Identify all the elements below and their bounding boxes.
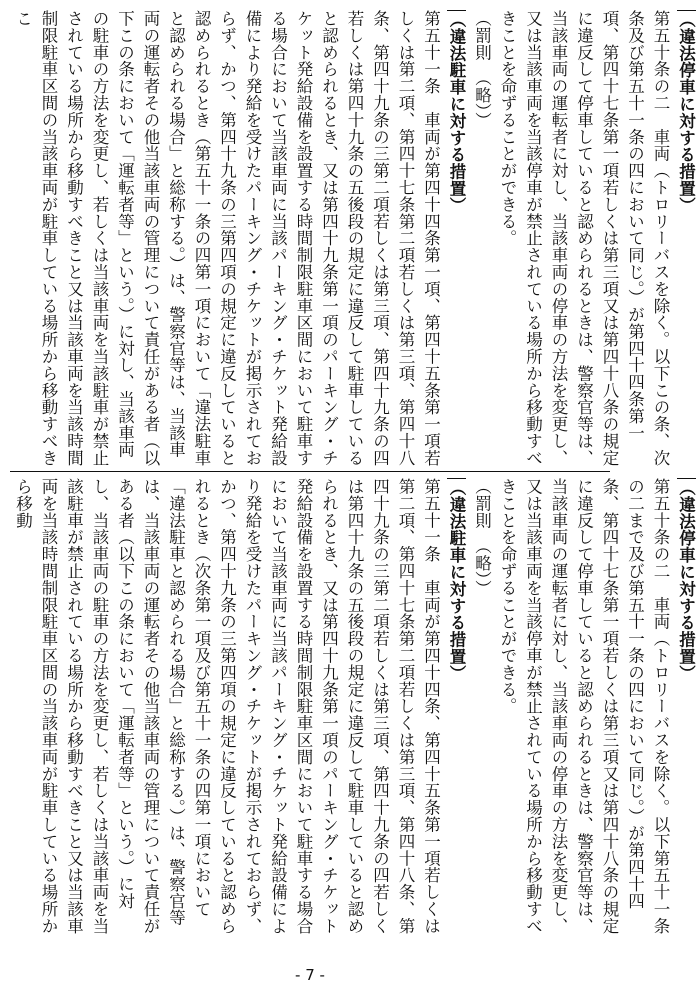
penalty-note: （罰則 （略））: [472, 478, 492, 597]
current-text-block: [10, 478, 696, 940]
section-divider: [10, 471, 610, 472]
article-heading: （違法駐車に対する措置）: [447, 479, 466, 682]
article-body: 第五十一条 車両が第四十四条第一項、第四十五条第一項若しくは第二項、第四十七条第二項若しくは第三項、第四十八条、第四十九条の三第二項若しくは第三項、第四十九条の四若しくは第四十九条の五後段の規定に違反して駐車していると認められるとき、又は第四十九条第一項のパーキング・チケット発給設備を設置する時間制限駐車区間において駐車する場合において当該車両に当該パーキング・チケット発給設備により発給を受けたパーキング・チケットが掲示されておらず、かつ、第四十九条の三第四項の規定に違反していると認められるとき（第五十一条の四第一項において「違法駐車と認められる場合」と総称する。）は、警察官等は、当該車両の運転者その他当該車両の管理について責任がある者（以下この条において「運転者等」という。）に対し、当該車両の駐車の方法を変更し、若しくは当該車両を当該駐車が禁止されている場所から移動すべきこと又は当該車両を当該時間制限駐車区間の当該車両が駐車している場所から移動すべきこ: [13, 10, 441, 467]
page-number: - 7 -: [295, 966, 325, 984]
amended-text-block: [10, 10, 696, 472]
vertical-text-column: [10, 10, 699, 472]
article-body: 第五十条の二 車両（トロリーバスを除く。以下第五十一条の二まで及び第五十一条の四において同じ。）が第四十四条、第四十七条第一項若しくは第三項又は第四十八条の規定に違反して停車していると認められるときは、警察官等は、当該車両の運転者に対し、当該車両の停車の方法を変更し、又は当該車両を当該停車が禁止されている場所から移動すべきことを命ずることができる。: [498, 478, 670, 935]
article-heading: （違法駐車に対する措置）: [447, 11, 466, 214]
article-heading: （違法停車に対する措置）: [676, 11, 696, 214]
article-heading: （違法停車に対する措置）: [676, 479, 696, 682]
article-body: 第五十一条 車両が第四十四条、第四十五条第一項若しくは第二項、第四十七条第二項若しくは第三項、第四十八条、第四十九条の三第二項若しくは第三項、第四十九条の四若しくは第四十九条の五後段の規定に違反して駐車していると認められるとき、又は第四十九条第一項のパーキング・チケット発給設備を設置する時間制限駐車区間において駐車する場合において当該車両に当該パーキング・チケット発給設備により発給を受けたパーキング・チケットが掲示されておらず、かつ、第四十九条の三第四項の規定に違反していると認められるとき（次条第一項及び第五十一条の四第一項において「違法駐車と認められる場合」と総称する。）は、警察官等は、当該車両の運転者その他当該車両の管理について責任がある者（以下この条において「運転者等」という。）に対し、当該車両の駐車の方法を変更し、若しくは当該車両を当該駐車が禁止されている場所から移動すべきこと又は当該車両を当該時間制限駐車区間の当該車両が駐車している場所から移動: [13, 478, 441, 935]
vertical-text-column: [10, 478, 699, 940]
article-body: 第五十条の二 車両（トロリーバスを除く。以下この条、次条及び第五十一条の四において同じ。）が第四十四条第一項、第四十七条第一項若しくは第三項又は第四十八条の規定に違反して停車していると認められるときは、警察官等は、当該車両の運転者に対し、当該車両の停車の方法を変更し、又は当該車両を当該停車が禁止されている場所から移動すべきことを命ずることができる。: [498, 10, 670, 467]
penalty-note: （罰則 （略））: [472, 10, 492, 129]
